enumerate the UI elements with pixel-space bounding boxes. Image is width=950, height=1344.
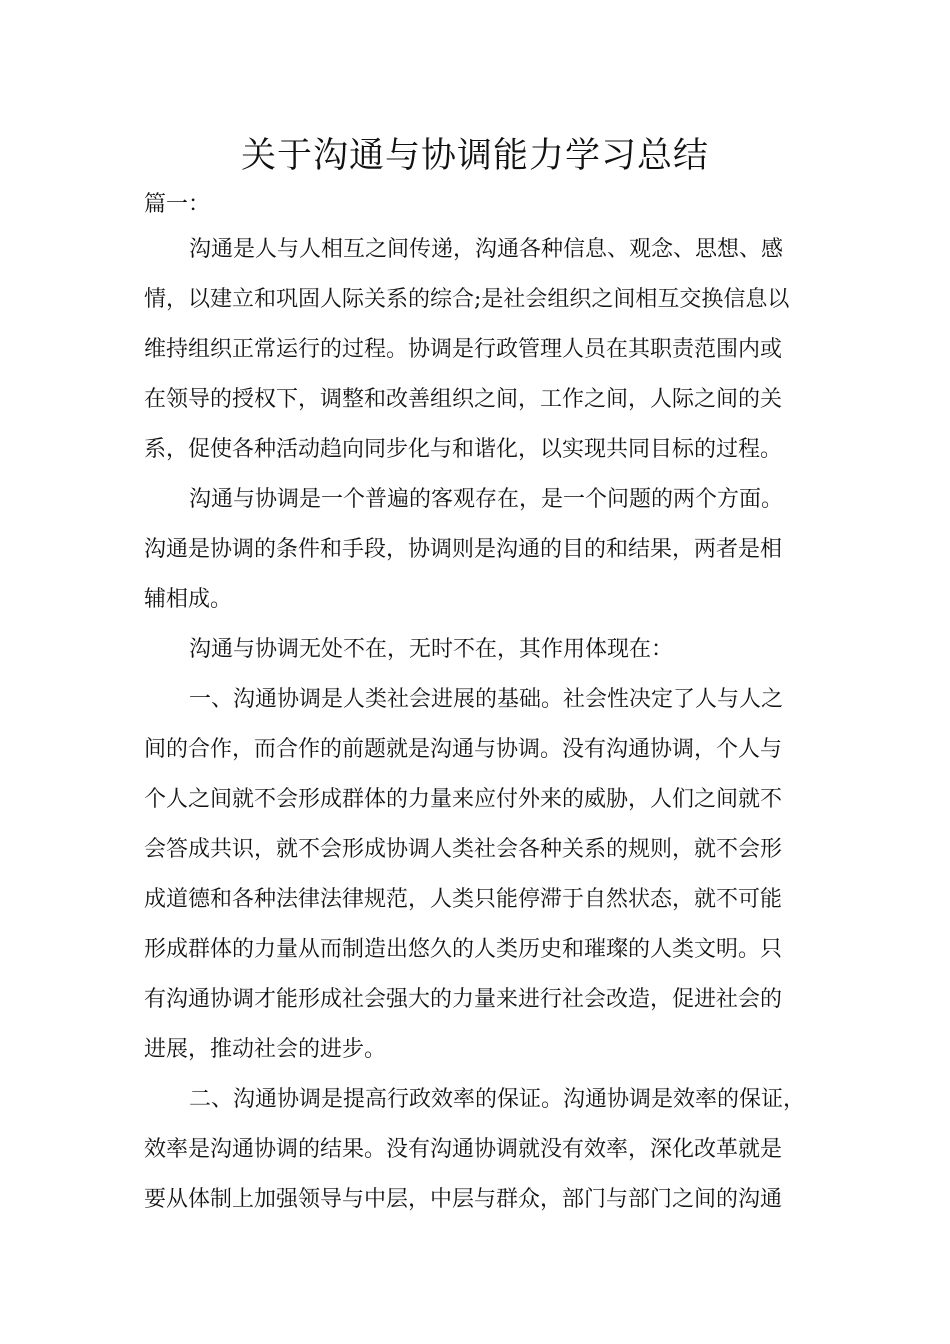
text-line: 会答成共识，就不会形成协调人类社会各种关系的规则，就不会形 [144,837,783,862]
text-line: 维持组织正常运行的过程。协调是行政管理人员在其职责范围内或 [144,337,783,362]
text-line: 进展，推动社会的进步。 [144,1037,387,1062]
document-title: 关于沟通与协调能力学习总结 [240,136,709,176]
text-line: 成道德和各种法律法律规范，人类只能停滞于自然状态，就不可能 [144,887,783,912]
text-line: 情，以建立和巩固人际关系的综合;是社会组织之间相互交换信息以 [144,287,790,312]
text-line: 沟通与协调是一个普遍的客观存在，是一个问题的两个方面。 [189,487,784,512]
text-line: 沟通与协调无处不在，无时不在，其作用体现在： [189,637,674,662]
text-line: 效率是沟通协调的结果。没有沟通协调就没有效率，深化改革就是 [144,1137,783,1162]
text-line: 在领导的授权下，调整和改善组织之间，工作之间，人际之间的关 [144,387,783,412]
text-line: 形成群体的力量从而制造出悠久的人类历史和璀璨的人类文明。只 [144,937,783,962]
text-line: 沟通是人与人相互之间传递，沟通各种信息、观念、思想、感 [189,237,784,262]
text-line: 二、沟通协调是提高行政效率的保证。沟通协调是效率的保证， [189,1087,806,1112]
text-line: 间的合作，而合作的前题就是沟通与协调。没有沟通协调，个人与 [144,737,783,762]
text-line: 有沟通协调才能形成社会强大的力量来进行社会改造，促进社会的 [144,987,783,1012]
text-line: 沟通是协调的条件和手段，协调则是沟通的目的和结果，两者是相 [144,537,783,562]
text-line: 一、沟通协调是人类社会进展的基础。社会性决定了人与人之 [189,687,784,712]
text-line: 系，促使各种活动趋向同步化与和谐化，以实现共同目标的过程。 [144,437,783,462]
section-label: 篇一： [144,192,211,217]
text-line: 个人之间就不会形成群体的力量来应付外来的威胁，人们之间就不 [144,787,783,812]
text-line: 辅相成。 [144,587,233,612]
text-line: 要从体制上加强领导与中层，中层与群众，部门与部门之间的沟通 [144,1187,783,1212]
